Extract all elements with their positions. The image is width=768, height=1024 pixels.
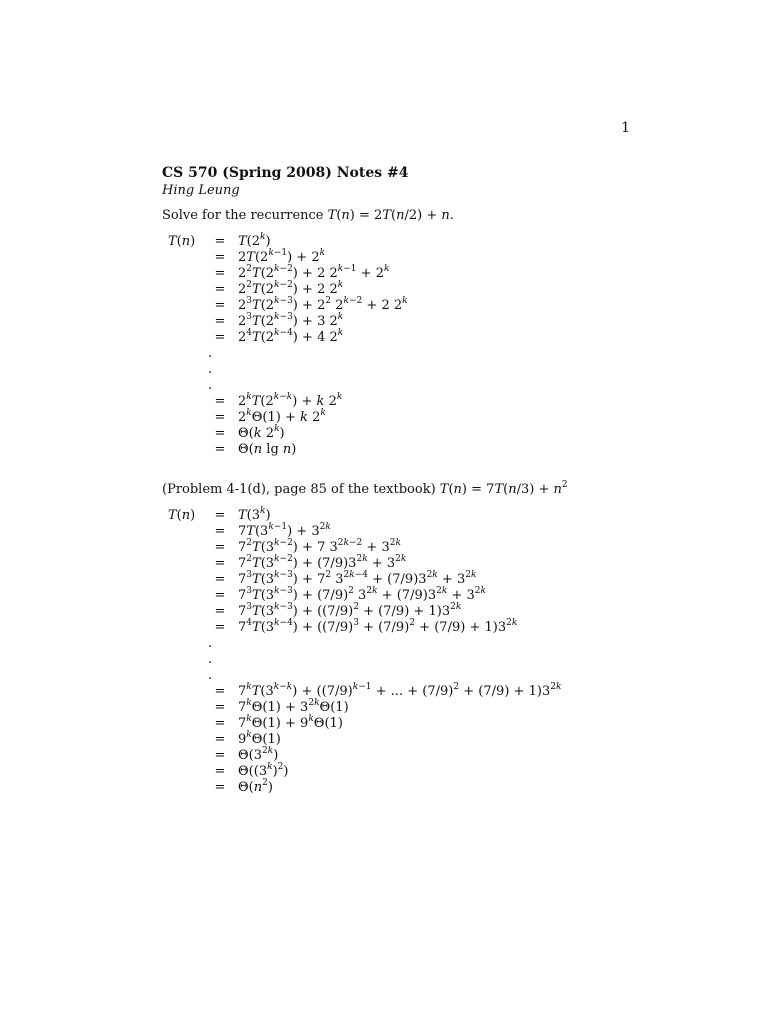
equals-sign: =: [214, 684, 226, 699]
ellipsis-dot: [168, 636, 561, 652]
step-expression: $\Theta(n^2)$: [238, 778, 273, 795]
step-expression: $7^3T(3^{k-3}) + 7^2$ $3^{2k-4} + (7/9)3^{2k} + 3^{2k}$: [238, 570, 477, 587]
step-expression: Θ(n lg n): [238, 442, 297, 457]
step-lhs: [168, 524, 206, 540]
ellipsis-dot-text: .: [208, 668, 213, 683]
ellipsis-dot-text: .: [208, 652, 213, 667]
ellipsis-dot: [168, 362, 408, 378]
equals-sign: =: [214, 330, 226, 345]
ellipsis-dot-text: .: [208, 362, 213, 377]
step-lhs: [168, 426, 206, 442]
derivation-step: [168, 572, 561, 588]
page-number: 1: [621, 120, 630, 136]
document-title: CS 570 (Spring 2008) Notes #4: [162, 165, 409, 181]
step-lhs: [168, 700, 206, 716]
step-expression: T(3$^k$): [238, 506, 271, 523]
equals-sign: =: [214, 250, 226, 265]
step-expression: $7^2T(3^{k-2}) + 7$ $3^{2k-2} + 3^{2k}$: [238, 538, 401, 555]
author-name: Hing Leung: [162, 183, 240, 198]
derivation-step: [168, 764, 561, 780]
step-expression: $7^3T(3^{k-3}) + ((7/9)^2 + (7/9) + 1)3^{2k}$: [238, 602, 462, 619]
step-lhs: [168, 684, 206, 700]
step-expression: $2^3T(2^{k-3}) + 2^2$ $2^{k-2} + 2$ 2$^k$: [238, 296, 408, 313]
derivation-step: [168, 394, 408, 410]
equals-sign: =: [214, 234, 226, 249]
derivation-step: [168, 748, 561, 764]
step-expression: $7^2T(3^{k-2}) + (7/9)3^{2k} + 3^{2k}$: [238, 554, 407, 571]
equals-sign: =: [214, 588, 226, 603]
step-lhs: [168, 780, 206, 796]
derivation-step: [168, 588, 561, 604]
equals-sign: =: [214, 540, 226, 555]
problem-statement-2: [162, 482, 568, 497]
equals-sign: =: [214, 732, 226, 747]
ellipsis-dot: [168, 346, 408, 362]
derivation-2: [168, 508, 561, 796]
equals-sign: =: [214, 620, 226, 635]
step-lhs: [168, 410, 206, 426]
derivation-1: [168, 234, 408, 458]
derivation-step: [168, 620, 561, 636]
step-expression: $7T(3^{k-1}) + 3^{2k}$: [238, 522, 331, 539]
equals-sign: =: [214, 556, 226, 571]
ellipsis-dot-text: .: [208, 346, 213, 361]
ellipsis-dot-text: .: [208, 378, 213, 393]
step-lhs: T(n): [168, 508, 196, 523]
derivation-step: [168, 732, 561, 748]
derivation-step: [168, 780, 561, 796]
step-expression: $2^kT(2^{k-k}) + k$ 2$^k$: [238, 392, 343, 409]
derivation-step: [168, 716, 561, 732]
step-lhs: [168, 620, 206, 636]
step-lhs: [168, 716, 206, 732]
step-expression: $2^2T(2^{k-2}) + 2$ $2^{k-1} + 2^k$: [238, 264, 390, 281]
equals-sign: =: [214, 442, 226, 457]
derivation-step: [168, 442, 408, 458]
step-expression: 7$^k$Θ(1) + 9$^k$Θ(1): [238, 714, 343, 731]
step-expression: 2$^k$Θ(1) + k 2$^k$: [238, 408, 326, 425]
equals-sign: =: [214, 410, 226, 425]
step-lhs: [168, 556, 206, 572]
step-lhs: [168, 442, 206, 458]
derivation-step: [168, 700, 561, 716]
step-expression: 9$^k$Θ(1): [238, 730, 281, 747]
step-expression: $\Theta(3^{2k})$: [238, 746, 279, 763]
step-lhs: [168, 732, 206, 748]
step-expression: $2^3T(2^{k-3}) + 3$ 2$^k$: [238, 312, 344, 329]
step-expression: Θ(k 2$^k$): [238, 424, 285, 441]
step-lhs: [168, 298, 206, 314]
step-expression: $2^2T(2^{k-2}) + 2$ 2$^k$: [238, 280, 344, 297]
equals-sign: =: [214, 748, 226, 763]
step-lhs: [168, 330, 206, 346]
step-lhs: [168, 604, 206, 620]
step-lhs: [168, 314, 206, 330]
equals-sign: =: [214, 426, 226, 441]
step-lhs: [168, 282, 206, 298]
equals-sign: =: [214, 508, 226, 523]
step-lhs: [168, 540, 206, 556]
step-lhs: [168, 748, 206, 764]
step-expression: $7^3T(3^{k-3}) + (7/9)^2$ $3^{2k} + (7/9)3^{2k} + 3^{2k}$: [238, 586, 486, 603]
step-expression: $\Theta((3^k)^2)$: [238, 762, 289, 779]
step-lhs: [168, 266, 206, 282]
problem-statement-1-text: Solve for the recurrence T(n) = 2T(n/2) + n.: [162, 208, 454, 223]
step-expression: $2T(2^{k-1}) + 2^k$: [238, 248, 326, 265]
equals-sign: =: [214, 524, 226, 539]
step-lhs: [168, 572, 206, 588]
equals-sign: =: [214, 314, 226, 329]
derivation-step: [168, 508, 561, 524]
problem-statement-1: [162, 208, 454, 223]
step-expression: $2^4T(2^{k-4}) + 4$ 2$^k$: [238, 328, 344, 345]
derivation-step: [168, 426, 408, 442]
step-expression: $7^kT(3^{k-k}) + ((7/9)^{k-1}$ + ... + $(7/9)^2 + (7/9) + 1)3^{2k}$: [238, 682, 562, 699]
step-lhs: [168, 250, 206, 266]
derivation-step: [168, 330, 408, 346]
equals-sign: =: [214, 604, 226, 619]
derivation-step: [168, 524, 561, 540]
step-lhs: [168, 394, 206, 410]
equals-sign: =: [214, 266, 226, 281]
problem-statement-2-text: (Problem 4-1(d), page 85 of the textbook) $T(n) = 7T(n/3) + n^2$: [162, 480, 568, 497]
equals-sign: =: [214, 298, 226, 313]
ellipsis-dot-text: .: [208, 636, 213, 651]
derivation-step: [168, 684, 561, 700]
ellipsis-dot: [168, 652, 561, 668]
equals-sign: =: [214, 780, 226, 795]
derivation-step: [168, 234, 408, 250]
equals-sign: =: [214, 716, 226, 731]
step-expression: $7^k\Theta(1) + 3^{2k}\Theta(1)$: [238, 698, 349, 715]
equals-sign: =: [214, 764, 226, 779]
step-lhs: [168, 588, 206, 604]
step-expression: T(2$^k$): [238, 232, 271, 249]
derivation-step: [168, 410, 408, 426]
equals-sign: =: [214, 394, 226, 409]
step-lhs: T(n): [168, 234, 196, 249]
step-lhs: [168, 764, 206, 780]
equals-sign: =: [214, 572, 226, 587]
derivation-step: [168, 604, 561, 620]
step-expression: $7^4T(3^{k-4}) + ((7/9)^3 + (7/9)^2 + (7/9) + 1)3^{2k}$: [238, 618, 518, 635]
equals-sign: =: [214, 700, 226, 715]
equals-sign: =: [214, 282, 226, 297]
